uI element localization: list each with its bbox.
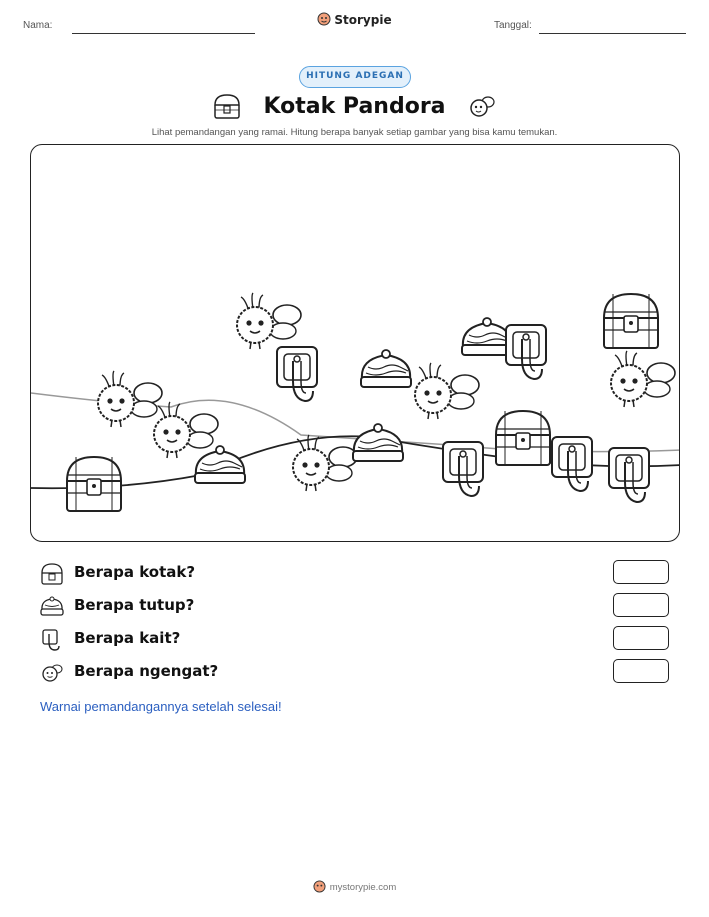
hook-2	[506, 325, 546, 379]
moth-1	[237, 293, 301, 349]
question-row	[40, 659, 672, 687]
moth-3	[154, 402, 218, 458]
hook-4	[552, 437, 592, 491]
moth-5	[611, 351, 675, 407]
name-label: Nama:	[23, 20, 53, 31]
date-field[interactable]	[539, 33, 686, 34]
moth-4	[415, 363, 479, 419]
chest-icon	[40, 562, 64, 586]
moth-icon	[467, 92, 497, 120]
question-text: Berapa tutup?	[74, 596, 195, 614]
question-row	[40, 593, 672, 621]
answer-box-lids[interactable]	[613, 593, 669, 617]
lid-1	[462, 318, 512, 355]
moth-2	[98, 371, 162, 427]
chest-icon	[212, 92, 242, 120]
activity-badge: HITUNG ADEGAN	[299, 66, 411, 88]
scene-drawing	[31, 145, 680, 542]
hook-3	[443, 442, 483, 496]
answer-box-moths[interactable]	[613, 659, 669, 683]
chest-1	[604, 294, 658, 348]
question-text: Berapa kait?	[74, 629, 181, 647]
question-row	[40, 626, 672, 654]
hook-1	[277, 347, 317, 401]
chest-2	[67, 457, 121, 511]
question-text: Berapa ngengat?	[74, 662, 219, 680]
answer-box-hooks[interactable]	[613, 626, 669, 650]
lid-2	[361, 350, 411, 387]
storypie-logo-icon	[313, 880, 326, 893]
lid-3	[195, 446, 245, 483]
counting-scene	[30, 144, 680, 542]
date-label: Tanggal:	[494, 20, 532, 31]
brand-name: Storypie	[334, 13, 392, 27]
footer	[0, 880, 709, 893]
question-text: Berapa kotak?	[74, 563, 196, 581]
lid-icon	[40, 595, 64, 619]
moth-icon	[40, 661, 64, 685]
chest-3	[496, 411, 550, 465]
page-title: Kotak Pandora	[263, 93, 446, 119]
storypie-logo-icon	[317, 12, 331, 26]
instructions: Lihat pemandangan yang ramai. Hitung berapa banyak setiap gambar yang bisa kamu temukan.	[151, 127, 558, 138]
answer-box-chests[interactable]	[613, 560, 669, 584]
lid-4	[353, 424, 403, 461]
hook-icon	[40, 628, 64, 652]
hook-5	[609, 448, 649, 502]
coloring-note: Warnai pemandangannya setelah selesai!	[40, 699, 282, 714]
moth-6	[293, 435, 357, 491]
question-row	[40, 560, 672, 588]
brand-logo	[0, 12, 709, 27]
footer-url: mystorypie.com	[329, 882, 397, 893]
name-field[interactable]	[72, 33, 255, 34]
title-row	[0, 92, 709, 124]
